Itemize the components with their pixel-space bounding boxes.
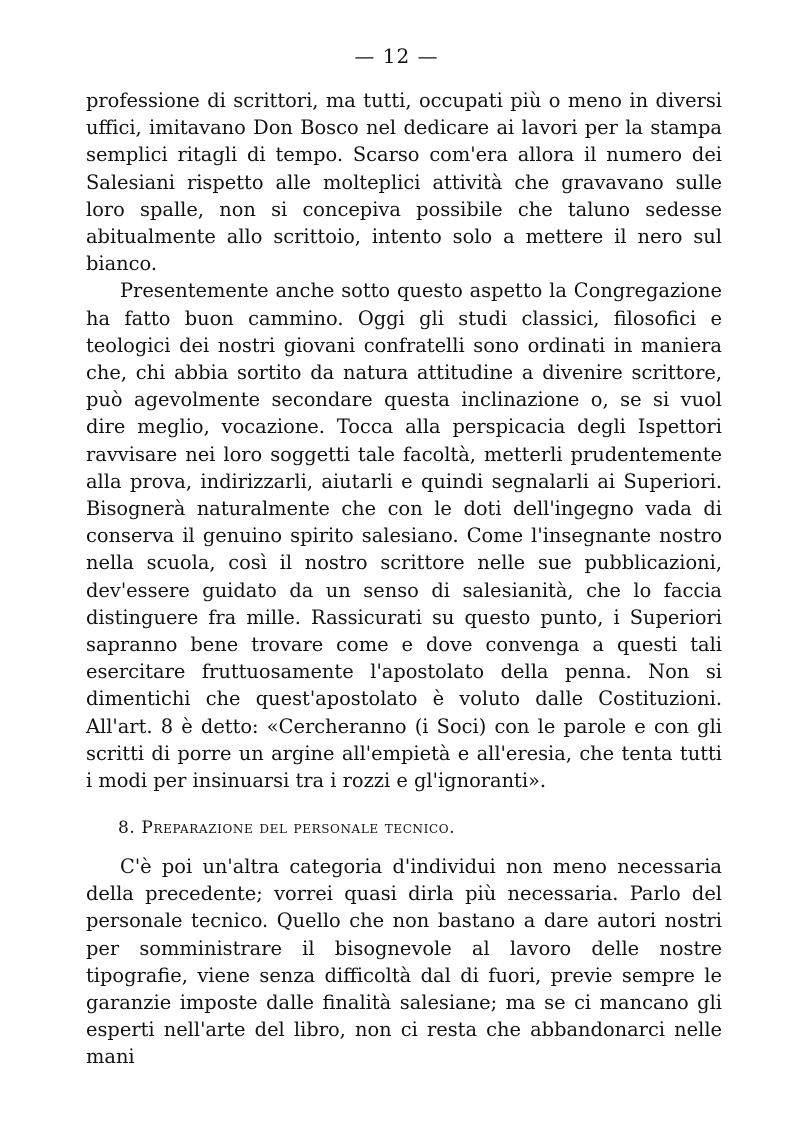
section-paragraph: C'è poi un'altra categoria d'individui non meno necessaria della precedente; vorrei quasi dirla più necessaria. Parlo del personale tecnico. Quello che non bastano a dare autori nostri per somministrare il bisognevole al lavoro delle nostre tipografie, viene senza difficoltà dal di fuori, previe sempre le garanzie imposte dalle finalità salesiane; ma se ci mancano gli esperti nell'arte del libro, non ci resta che abbandonarci nelle mani — [86, 855, 722, 1069]
body-text — [86, 87, 722, 794]
section-body-text — [86, 853, 722, 1071]
page-number: — 12 — — [354, 44, 439, 68]
section-heading: 8. Preparazione del personale tecnico. — [118, 818, 456, 838]
paragraph: Presentemente anche sotto questo aspetto la Congregazione ha fatto buon cammino. Oggi gli studi classici, filosofici e teologici dei nostri giovani confratelli sono ordinati in maniera che, chi abbia sortito da natura attitudine a divenire scrittore, può agevolmente secondare questa inclinazione o, se si vuol dire meglio, vocazione. Tocca alla perspicacia degli Ispettori ravvisare nei loro soggetti tale facoltà, metterli prudentemente alla prova, indirizzarli, aiutarli e quindi segnalarli ai Superiori. Bisognerà naturalmente che con le doti dell'ingegno vada di conserva il genuino spirito salesiano. Come l'insegnante nostro nella scuola, così il nostro scrittore nelle sue pubblicazioni, dev'essere guidato da un senso di salesianità, che lo faccia distinguere fra mille. Rassicurati su questo punto, i Superiori sapranno bene trovare come e dove convenga a questi tali esercitare fruttuosamente l'apostolato della penna. Non si dimentichi che quest'apostolato è voluto dalle Costituzioni. All'art. 8 è detto: «Cercheranno (i Soci) con le parole e con gli scritti di porre un argine all'empietà e all'eresia, che tenta tutti i modi per insinuarsi tra i rozzi e gl'ignoranti». — [86, 279, 722, 793]
paragraph-continued: professione di scrittori, ma tutti, occupati più o meno in diversi uffici, imitavano Don Bosco nel dedicare ai lavori per la stampa semplici ritagli di tempo. Scarso com'era allora il numero dei Salesiani rispetto alle molteplici attività che gravavano sulle loro spalle, non si concepiva possibile che taluno sedesse abitualmente allo scrittoio, intento solo a mettere il nero sul bianco. — [86, 89, 722, 276]
